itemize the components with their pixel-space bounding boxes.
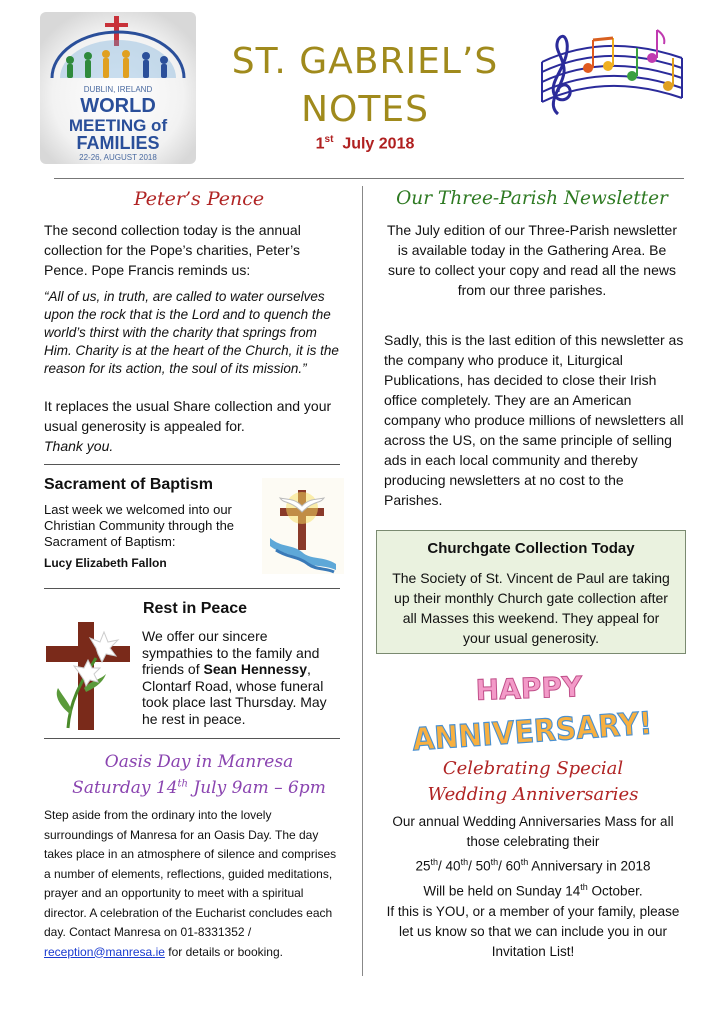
anniversary-mass-text xyxy=(380,812,686,901)
year-50-suffix: th xyxy=(490,857,499,867)
oasis-day-text xyxy=(44,806,344,962)
logo-line-2: WORLD xyxy=(80,95,156,117)
year-50: 50 xyxy=(475,858,491,874)
issue-date xyxy=(200,134,530,153)
oasis-date-post: July 9am – 6pm xyxy=(188,778,326,798)
logo-line-4: FAMILIES xyxy=(76,133,160,153)
oasis-text-end: for details or booking. xyxy=(164,944,283,959)
year-60: 60 xyxy=(505,858,521,874)
held-pre: Will be held on Sunday 14 xyxy=(423,883,581,898)
baptism-text: Last week we welcomed into our Christian Community through the Sacrament of Baptism: xyxy=(44,502,235,549)
year-sep: / xyxy=(468,858,476,874)
newsletter-title xyxy=(200,38,530,134)
cross-with-lilies-icon xyxy=(40,618,136,734)
rest-in-peace-text xyxy=(142,628,342,727)
anniversary-years-line xyxy=(380,852,686,877)
year-sep: / xyxy=(498,858,506,874)
oasis-day-heading: Oasis Day in Manresa xyxy=(104,752,294,772)
year-40: 40 xyxy=(445,858,461,874)
manresa-email-link[interactable]: reception@manresa.ie xyxy=(44,944,165,959)
anniversary-heading-2: Wedding Anniversaries xyxy=(427,784,639,805)
date-day: 1 xyxy=(315,135,325,153)
oasis-day-subheading xyxy=(44,778,354,798)
baptism-name: Lucy Elizabeth Fallon xyxy=(44,556,167,570)
logo-line-5: 22-26, AUGUST 2018 xyxy=(79,153,157,162)
music-notes-icon xyxy=(536,22,686,132)
newsletter-paragraph-2: Sadly, this is the last edition of this newsletter as the company who produce it, Liturgical Publications, has decided to close their Irish office completely. They are an American company who produce millions of newsletters all across the US, on the same principle of selling ads in each local community and thereby producing newsletters at no cost to the Parishes. xyxy=(384,332,684,508)
peters-pence-heading: Peter’s Pence xyxy=(133,188,265,210)
oasis-text-main: Step aside from the ordinary into the lovely surroundings of Manresa for an Oasis Day. The day takes place in an atmosphere of silence and comprises a number of elements, reflections, guided meditations, prayer and an opportunity to meet with a spiritual director. A celebration of the Eucharist concludes each day. Contact Manresa on 01-8331352 / xyxy=(44,808,337,939)
held-post: October. xyxy=(587,883,643,898)
pope-francis-quote: “All of us, in truth, are called to water ourselves upon the rock that is the Lord and to quench the world’s thirst with the charity that springs from Him. Charity is at the heart of the Church, it is the reason for its action, the soul of its mission.” xyxy=(44,289,339,376)
churchgate-heading: Churchgate Collection Today xyxy=(427,540,635,557)
anniversary-intro: Our annual Wedding Anniversaries Mass for all those celebrating their xyxy=(392,814,674,849)
rip-text-after: , Clontarf Road, whose funeral took place last Thursday. May he rest in peace. xyxy=(142,661,327,727)
year-25-suffix: th xyxy=(430,857,439,867)
world-meeting-of-families-logo xyxy=(40,12,196,164)
oasis-date-pre: Saturday 14 xyxy=(72,778,178,798)
column-divider xyxy=(362,186,363,976)
anniversary-invitation-text: If this is YOU, or a member of your family, please let us know so that we can include you in our Invitation List! xyxy=(386,904,680,959)
baptism-heading: Sacrament of Baptism xyxy=(44,476,213,493)
anniversary-date-line xyxy=(380,877,686,902)
held-sup: th xyxy=(580,881,588,892)
section-divider xyxy=(44,464,340,465)
logo-line-3: MEETING of xyxy=(68,116,168,135)
year-60-suffix: th xyxy=(520,857,529,867)
rip-text-before: We offer our sincere sympathies to the family and friends of xyxy=(142,628,320,677)
header-divider xyxy=(54,178,684,179)
year-sep: / xyxy=(438,858,446,874)
peters-pence-paragraph: The second collection today is the annual collection for the Pope’s charities, Peter’s Pence. Pope Francis reminds us: xyxy=(44,222,301,278)
title-line-2: NOTES xyxy=(301,89,429,130)
baptism-dove-cross-icon xyxy=(262,478,344,574)
years-tail: Anniversary in 2018 xyxy=(528,858,651,874)
peters-pence-thanks: Thank you. xyxy=(44,438,114,454)
logo-line-1: DUBLIN, IRELAND xyxy=(83,85,153,94)
banner-word-happy: HAPPY xyxy=(475,670,583,707)
year-40-suffix: th xyxy=(460,857,469,867)
section-divider xyxy=(44,738,340,739)
newsletter-heading: Our Three-Parish Newsletter xyxy=(396,188,668,209)
happy-anniversary-banner xyxy=(410,668,656,752)
rest-in-peace-heading: Rest in Peace xyxy=(142,600,248,617)
banner-word-anniversary: ANNIVERSARY! xyxy=(411,704,656,752)
churchgate-text: The Society of St. Vincent de Paul are taking up their monthly Church gate collection after all Masses this weekend. They appeal for your usual generosity. xyxy=(392,570,670,646)
anniversary-heading-1: Celebrating Special xyxy=(442,758,624,779)
rip-deceased-name: Sean Hennessy xyxy=(203,661,307,677)
section-divider xyxy=(44,588,340,589)
date-suffix: st xyxy=(324,134,334,145)
peters-pence-appeal: It replaces the usual Share collection and your usual generosity is appealed for. xyxy=(44,398,332,434)
title-line-1: ST. GABRIEL’S xyxy=(231,41,499,82)
date-rest: July 2018 xyxy=(342,135,415,153)
newsletter-paragraph-1: The July edition of our Three-Parish newsletter is available today in the Gathering Area. Be sure to collect your copy and read all the news from our three parishes. xyxy=(387,222,677,298)
year-25: 25 xyxy=(415,858,431,874)
oasis-date-sup: th xyxy=(177,778,188,790)
